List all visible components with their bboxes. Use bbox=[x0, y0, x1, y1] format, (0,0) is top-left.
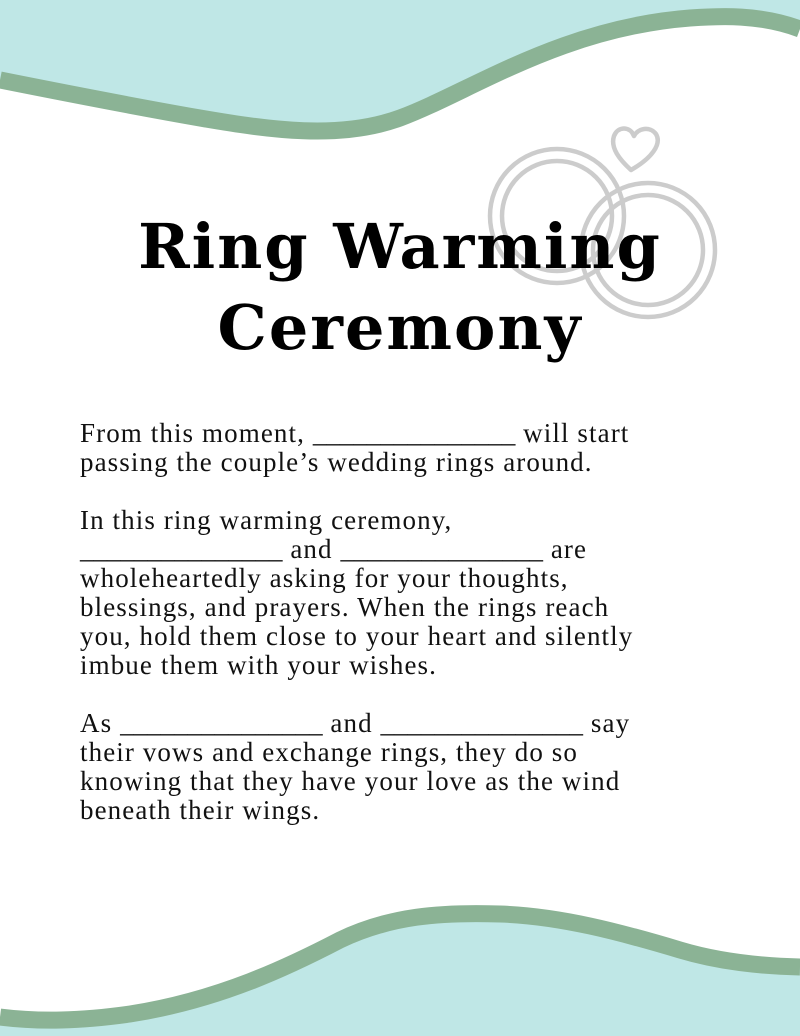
text: wholeheartedly asking for your thoughts, bbox=[80, 563, 569, 593]
text: In this ring warming ceremony, bbox=[80, 505, 453, 535]
heart-icon bbox=[613, 129, 658, 171]
paragraph-2 bbox=[80, 506, 720, 680]
text: imbue them with your wishes. bbox=[80, 650, 438, 680]
text-line bbox=[80, 738, 720, 767]
name-blank: _______________ bbox=[312, 418, 516, 448]
name-blank: _______________ bbox=[380, 708, 584, 738]
title-line-1: Ring Warming bbox=[138, 210, 662, 283]
paragraph-3 bbox=[80, 709, 720, 825]
text: their vows and exchange rings, they do so bbox=[80, 737, 578, 767]
bottom-wave-border bbox=[0, 914, 800, 1021]
text-line bbox=[80, 419, 720, 448]
text-line bbox=[80, 796, 720, 825]
name-blank: _______________ bbox=[80, 534, 283, 564]
text: blessings, and prayers. When the rings reach bbox=[80, 592, 610, 622]
text-line bbox=[80, 564, 720, 593]
text-line bbox=[80, 622, 720, 651]
text: are bbox=[542, 534, 588, 564]
text: knowing that they have your love as the wind bbox=[80, 766, 621, 796]
text-line bbox=[80, 535, 720, 564]
ceremony-script bbox=[80, 419, 720, 854]
title-line-2: Ceremony bbox=[217, 291, 583, 364]
text: and bbox=[282, 534, 341, 564]
text-line bbox=[80, 651, 720, 680]
top-wave bbox=[0, 0, 800, 131]
text: and bbox=[322, 708, 381, 738]
text-line bbox=[80, 448, 720, 477]
text-line bbox=[80, 593, 720, 622]
top-wave-border bbox=[0, 17, 800, 131]
text: passing the couple’s wedding rings around. bbox=[80, 447, 593, 477]
text-line bbox=[80, 767, 720, 796]
text: beneath their wings. bbox=[80, 795, 321, 825]
text-line bbox=[80, 506, 720, 535]
text: will start bbox=[515, 418, 630, 448]
text: From this moment, bbox=[80, 418, 313, 448]
bottom-wave bbox=[0, 914, 800, 1036]
text-line bbox=[80, 709, 720, 738]
page-title bbox=[0, 206, 800, 368]
name-blank: _______________ bbox=[120, 708, 323, 738]
paragraph-1 bbox=[80, 419, 720, 477]
text: As bbox=[80, 708, 121, 738]
name-blank: _______________ bbox=[340, 534, 543, 564]
text: say bbox=[583, 708, 631, 738]
text: you, hold them close to your heart and silently bbox=[80, 621, 634, 651]
